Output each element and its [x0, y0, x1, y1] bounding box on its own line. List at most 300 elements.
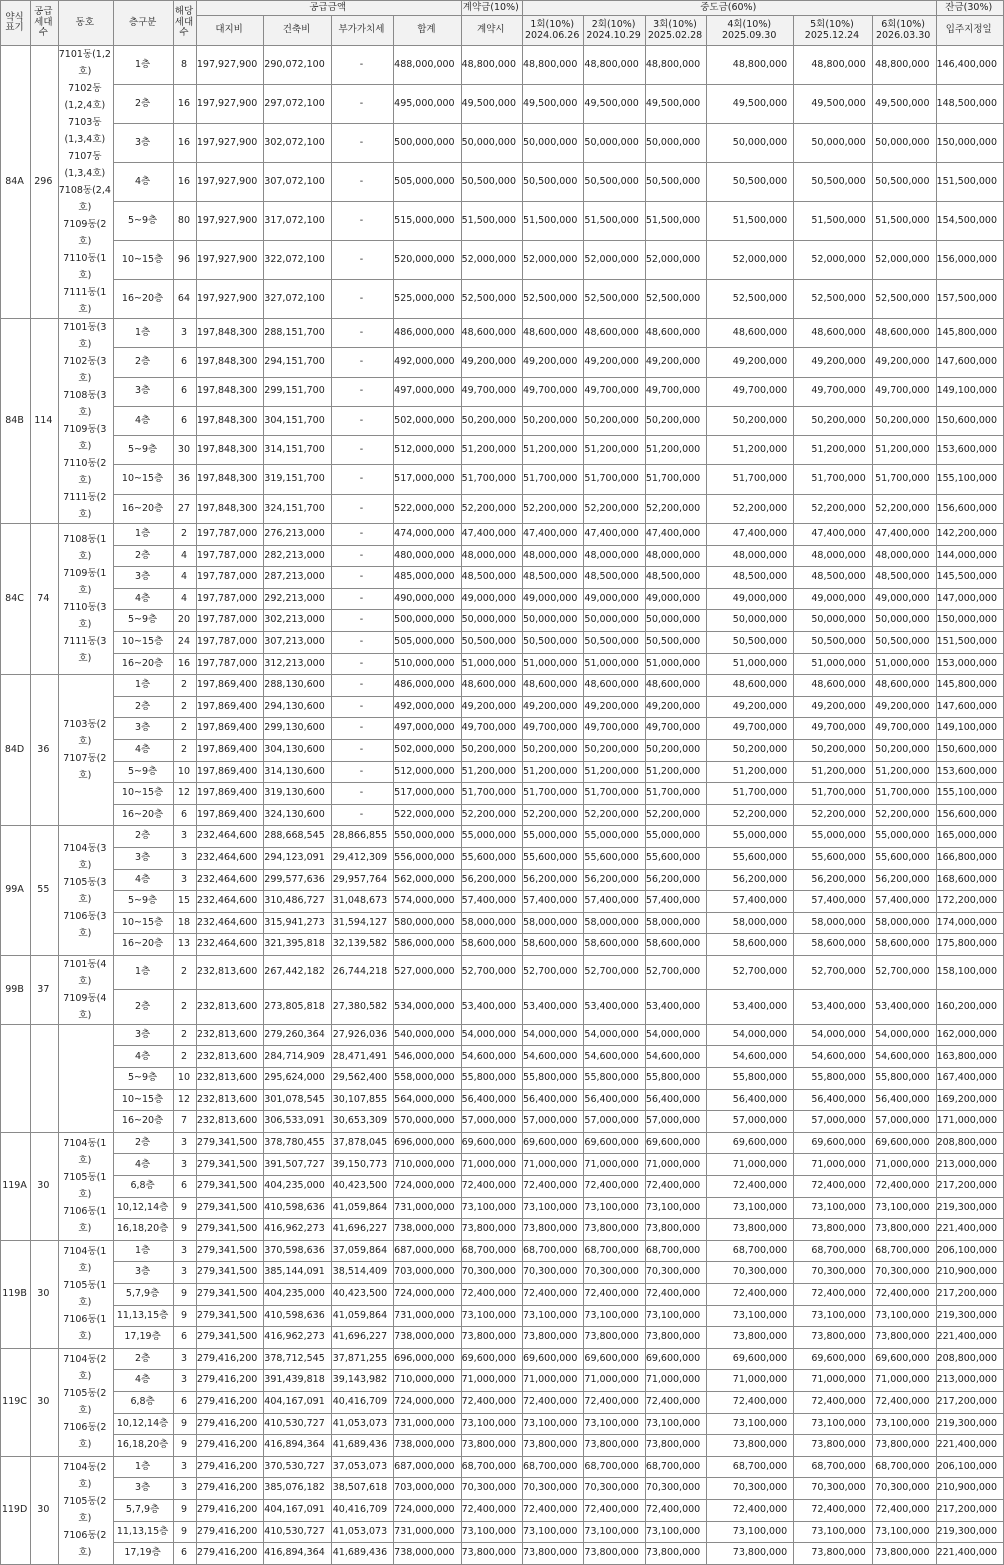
balance-cell: 165,000,000	[936, 826, 1004, 848]
installment-date: 2025.09.30	[722, 29, 777, 41]
count-cell: 2	[174, 675, 197, 697]
installment-5-cell: 73,100,000	[794, 1305, 873, 1327]
installment-4-cell: 73,800,000	[707, 1543, 794, 1565]
balance-cell: 206,100,000	[936, 1456, 1004, 1478]
table-row	[1, 1197, 1004, 1219]
table-row	[1, 955, 1004, 990]
deposit-cell: 55,000,000	[461, 826, 522, 848]
type-cell: 99B	[1, 955, 31, 1024]
land-cell: 197,848,300	[196, 406, 263, 435]
type-cell: 84A	[1, 46, 31, 319]
installment-6-cell: 48,800,000	[872, 46, 936, 85]
installment-4-cell: 56,200,000	[707, 869, 794, 891]
vat-cell: -	[331, 653, 393, 675]
total-cell: 492,000,000	[394, 696, 461, 718]
vat-cell: 30,653,309	[331, 1111, 393, 1133]
installment-6-cell: 51,700,000	[872, 783, 936, 805]
installment-6-cell: 56,200,000	[872, 869, 936, 891]
balance-cell: 221,400,000	[936, 1435, 1004, 1457]
installment-5-cell: 52,000,000	[794, 241, 873, 280]
installment-2-cell: 73,100,000	[584, 1521, 645, 1543]
total-cell: 696,000,000	[394, 1132, 461, 1154]
middle-payment-header: 중도금(60%)	[523, 1, 937, 16]
installment-2-cell: 54,600,000	[584, 1046, 645, 1068]
installment-2-cell: 48,000,000	[584, 545, 645, 567]
installment-5-cell: 55,000,000	[794, 826, 873, 848]
floor-cell: 5~9층	[114, 436, 174, 465]
count-cell: 2	[174, 739, 197, 761]
building-line: 7109동(1호)	[63, 568, 107, 597]
floor-cell: 3층	[114, 718, 174, 740]
installment-4-cell: 50,500,000	[707, 631, 794, 653]
installment-1-cell: 54,600,000	[523, 1046, 584, 1068]
total-cell: 500,000,000	[394, 124, 461, 163]
installment-3-cell: 49,500,000	[645, 85, 706, 124]
installment-6-cell: 72,400,000	[872, 1284, 936, 1306]
installment-6-cell: 73,800,000	[872, 1435, 936, 1457]
installment-6-cell: 48,000,000	[872, 545, 936, 567]
land-cell: 279,416,200	[196, 1499, 263, 1521]
count-cell: 6	[174, 1176, 197, 1198]
installment-1-cell: 51,700,000	[523, 783, 584, 805]
vat-cell: 41,059,864	[331, 1305, 393, 1327]
floor-cell: 16~20층	[114, 1111, 174, 1133]
land-cell: 279,341,500	[196, 1262, 263, 1284]
installment-3-cell: 52,000,000	[645, 241, 706, 280]
count-cell: 6	[174, 804, 197, 826]
vat-cell: 41,696,227	[331, 1219, 393, 1241]
balance-cell: 219,300,000	[936, 1521, 1004, 1543]
balance-cell: 156,600,000	[936, 804, 1004, 826]
balance-cell: 217,200,000	[936, 1284, 1004, 1306]
installment-2-cell: 50,000,000	[584, 124, 645, 163]
table-row	[1, 1219, 1004, 1241]
construction-cell: 321,395,818	[264, 934, 331, 956]
table-row	[1, 1370, 1004, 1392]
installment-1-cell: 51,200,000	[523, 436, 584, 465]
installment-label: 5회(10%)	[810, 19, 854, 31]
count-cell: 96	[174, 241, 197, 280]
total-cell: 540,000,000	[394, 1024, 461, 1046]
balance-cell: 219,300,000	[936, 1197, 1004, 1219]
units-cell: 30	[31, 1240, 59, 1348]
deposit-cell: 70,300,000	[461, 1262, 522, 1284]
count-cell: 2	[174, 696, 197, 718]
installment-4-header	[707, 16, 794, 46]
floor-cell: 16,18,20층	[114, 1219, 174, 1241]
installment-6-cell: 73,100,000	[872, 1521, 936, 1543]
installment-1-cell: 49,700,000	[523, 718, 584, 740]
installment-1-cell: 49,200,000	[523, 348, 584, 377]
installment-1-cell: 52,700,000	[523, 955, 584, 990]
total-cell: 474,000,000	[394, 524, 461, 546]
installment-3-cell: 73,800,000	[645, 1219, 706, 1241]
vat-cell: -	[331, 545, 393, 567]
vat-cell: 41,053,073	[331, 1521, 393, 1543]
vat-cell: -	[331, 631, 393, 653]
table-body	[1, 46, 1004, 1565]
floor-cell: 5,7,9층	[114, 1284, 174, 1306]
installment-5-cell: 70,300,000	[794, 1478, 873, 1500]
balance-cell: 144,000,000	[936, 545, 1004, 567]
building-cell	[58, 46, 114, 319]
balance-cell: 217,200,000	[936, 1391, 1004, 1413]
building-cell	[58, 1348, 114, 1456]
installment-2-cell: 73,800,000	[584, 1327, 645, 1349]
installment-1-cell: 58,600,000	[523, 934, 584, 956]
vat-cell: -	[331, 46, 393, 85]
installment-3-cell: 57,400,000	[645, 891, 706, 913]
vat-cell: -	[331, 718, 393, 740]
deposit-cell: 55,600,000	[461, 847, 522, 869]
installment-label: 4회(10%)	[727, 19, 772, 31]
installment-5-cell: 50,200,000	[794, 406, 873, 435]
deposit-cell: 50,500,000	[461, 163, 522, 202]
installment-1-cell: 48,600,000	[523, 675, 584, 697]
units-cell	[31, 1024, 59, 1132]
land-cell: 197,787,000	[196, 610, 263, 632]
total-cell: 696,000,000	[394, 1348, 461, 1370]
total-cell: 724,000,000	[394, 1284, 461, 1306]
count-cell: 9	[174, 1284, 197, 1306]
total-cell: 486,000,000	[394, 319, 461, 348]
count-cell: 3	[174, 1348, 197, 1370]
installment-2-cell: 73,100,000	[584, 1413, 645, 1435]
vat-cell: 30,107,855	[331, 1089, 393, 1111]
floor-cell: 2층	[114, 696, 174, 718]
installment-1-cell: 55,800,000	[523, 1068, 584, 1090]
count-cell: 3	[174, 1478, 197, 1500]
installment-5-cell: 50,000,000	[794, 610, 873, 632]
construction-cell: 314,151,700	[264, 436, 331, 465]
land-cell: 279,416,200	[196, 1435, 263, 1457]
installment-5-cell: 54,000,000	[794, 1024, 873, 1046]
deposit-cell: 68,700,000	[461, 1456, 522, 1478]
balance-cell: 147,600,000	[936, 348, 1004, 377]
floor-cell: 4층	[114, 1370, 174, 1392]
building-line: 7107동(1,3,4호)	[64, 151, 106, 179]
deposit-cell: 50,000,000	[461, 124, 522, 163]
installment-5-cell: 50,000,000	[794, 124, 873, 163]
table-row	[1, 1499, 1004, 1521]
installment-label: 2회(10%)	[591, 19, 636, 31]
construction-cell: 267,442,182	[264, 955, 331, 990]
land-cell: 279,416,200	[196, 1478, 263, 1500]
installment-1-cell: 68,700,000	[523, 1240, 584, 1262]
count-cell: 3	[174, 847, 197, 869]
installment-2-cell: 51,500,000	[584, 202, 645, 241]
vat-cell: 31,594,127	[331, 912, 393, 934]
installment-6-cell: 72,400,000	[872, 1176, 936, 1198]
construction-cell: 295,624,000	[264, 1068, 331, 1090]
table-row	[1, 847, 1004, 869]
installment-5-cell: 57,000,000	[794, 1111, 873, 1133]
vat-cell: 40,416,709	[331, 1391, 393, 1413]
type-header: 약식표기	[1, 1, 31, 46]
table-row	[1, 696, 1004, 718]
count-cell: 12	[174, 1089, 197, 1111]
installment-2-cell: 50,200,000	[584, 739, 645, 761]
count-cell: 7	[174, 1111, 197, 1133]
installment-6-cell: 47,400,000	[872, 524, 936, 546]
vat-cell: -	[331, 377, 393, 406]
total-cell: 738,000,000	[394, 1435, 461, 1457]
construction-cell: 301,078,545	[264, 1089, 331, 1111]
land-cell: 197,848,300	[196, 319, 263, 348]
installment-4-cell: 69,600,000	[707, 1132, 794, 1154]
floor-cell: 17,19층	[114, 1327, 174, 1349]
balance-cell: 146,400,000	[936, 46, 1004, 85]
deposit-cell: 51,200,000	[461, 436, 522, 465]
count-cell: 16	[174, 124, 197, 163]
vat-cell: 39,150,773	[331, 1154, 393, 1176]
land-cell: 279,416,200	[196, 1348, 263, 1370]
installment-2-cell: 51,200,000	[584, 436, 645, 465]
installment-3-cell: 50,000,000	[645, 610, 706, 632]
installment-4-cell: 57,400,000	[707, 891, 794, 913]
vat-cell: 37,059,864	[331, 1240, 393, 1262]
building-line: 7104동(2호)	[63, 1354, 107, 1383]
installment-5-cell: 51,500,000	[794, 202, 873, 241]
installment-5-cell: 68,700,000	[794, 1456, 873, 1478]
vat-cell: 32,139,582	[331, 934, 393, 956]
installment-1-cell: 49,200,000	[523, 696, 584, 718]
table-row	[1, 319, 1004, 348]
installment-4-cell: 58,600,000	[707, 934, 794, 956]
installment-2-cell: 73,100,000	[584, 1197, 645, 1219]
construction-cell: 317,072,100	[264, 202, 331, 241]
balance-cell: 155,100,000	[936, 465, 1004, 494]
installment-4-cell: 55,800,000	[707, 1068, 794, 1090]
installment-4-cell: 50,500,000	[707, 163, 794, 202]
deposit-cell: 51,200,000	[461, 761, 522, 783]
balance-cell: 210,900,000	[936, 1262, 1004, 1284]
building-line: 7109동(2호)	[63, 219, 107, 247]
deposit-cell: 73,100,000	[461, 1413, 522, 1435]
construction-cell: 324,151,700	[264, 494, 331, 523]
count-cell: 3	[174, 1456, 197, 1478]
installment-4-cell: 49,200,000	[707, 348, 794, 377]
installment-4-cell: 53,400,000	[707, 990, 794, 1025]
building-line: 7106동(2호)	[63, 1422, 107, 1451]
table-row	[1, 1284, 1004, 1306]
balance-cell: 210,900,000	[936, 1478, 1004, 1500]
installment-4-cell: 73,100,000	[707, 1305, 794, 1327]
land-cell: 197,869,400	[196, 761, 263, 783]
vat-cell: -	[331, 241, 393, 280]
deposit-cell: 50,500,000	[461, 631, 522, 653]
installment-1-cell: 58,000,000	[523, 912, 584, 934]
land-cell: 232,464,600	[196, 869, 263, 891]
installment-5-cell: 72,400,000	[794, 1499, 873, 1521]
count-cell: 16	[174, 85, 197, 124]
installment-label: 3회(10%)	[653, 19, 697, 31]
installment-5-cell: 55,600,000	[794, 847, 873, 869]
table-row	[1, 1262, 1004, 1284]
deposit-cell: 73,800,000	[461, 1219, 522, 1241]
units-cell: 296	[31, 46, 59, 319]
units-cell: 30	[31, 1348, 59, 1456]
construction-cell: 273,805,818	[264, 990, 331, 1025]
installment-6-cell: 49,500,000	[872, 85, 936, 124]
table-row	[1, 804, 1004, 826]
vat-cell: -	[331, 761, 393, 783]
installment-1-cell: 50,000,000	[523, 610, 584, 632]
type-cell: 84D	[1, 675, 31, 826]
balance-cell: 217,200,000	[936, 1176, 1004, 1198]
deposit-cell: 72,400,000	[461, 1176, 522, 1198]
deposit-cell: 48,500,000	[461, 567, 522, 589]
balance-cell: 148,500,000	[936, 85, 1004, 124]
land-cell: 279,341,500	[196, 1284, 263, 1306]
balance-cell: 154,500,000	[936, 202, 1004, 241]
installment-2-cell: 68,700,000	[584, 1456, 645, 1478]
balance-cell: 145,800,000	[936, 319, 1004, 348]
deposit-cell: 72,400,000	[461, 1284, 522, 1306]
floor-cell: 4층	[114, 1154, 174, 1176]
land-cell: 279,341,500	[196, 1197, 263, 1219]
installment-5-cell: 73,800,000	[794, 1543, 873, 1565]
installment-1-cell: 51,500,000	[523, 202, 584, 241]
installment-4-cell: 73,100,000	[707, 1521, 794, 1543]
construction-cell: 299,151,700	[264, 377, 331, 406]
installment-5-cell: 51,200,000	[794, 761, 873, 783]
building-header: 동호	[58, 1, 114, 46]
installment-4-cell: 52,200,000	[707, 494, 794, 523]
installment-5-header	[794, 16, 873, 46]
vat-cell: -	[331, 280, 393, 319]
table-row	[1, 85, 1004, 124]
vat-cell: 29,562,400	[331, 1068, 393, 1090]
total-cell: 703,000,000	[394, 1478, 461, 1500]
total-cell: 512,000,000	[394, 436, 461, 465]
installment-3-cell: 50,200,000	[645, 739, 706, 761]
installment-5-cell: 72,400,000	[794, 1284, 873, 1306]
building-line: 7104동(1호)	[63, 1138, 107, 1167]
installment-4-cell: 50,000,000	[707, 124, 794, 163]
deposit-cell: 51,700,000	[461, 783, 522, 805]
count-cell: 16	[174, 163, 197, 202]
building-line: 7111동(3호)	[63, 636, 107, 665]
installment-6-cell: 56,400,000	[872, 1089, 936, 1111]
building-line: 7101동(1,2호)	[58, 49, 111, 77]
construction-cell: 312,213,000	[264, 653, 331, 675]
vat-cell: 38,507,618	[331, 1478, 393, 1500]
table-row	[1, 1456, 1004, 1478]
deposit-cell: 56,400,000	[461, 1089, 522, 1111]
total-cell: 485,000,000	[394, 567, 461, 589]
installment-2-cell: 53,400,000	[584, 990, 645, 1025]
installment-6-cell: 54,000,000	[872, 1024, 936, 1046]
total-cell: 562,000,000	[394, 869, 461, 891]
land-cell: 197,848,300	[196, 494, 263, 523]
total-cell: 546,000,000	[394, 1046, 461, 1068]
construction-cell: 416,962,273	[264, 1327, 331, 1349]
installment-6-cell: 72,400,000	[872, 1391, 936, 1413]
installment-1-cell: 73,100,000	[523, 1305, 584, 1327]
balance-cell: 153,000,000	[936, 653, 1004, 675]
installment-6-cell: 49,200,000	[872, 348, 936, 377]
balance-cell: 156,000,000	[936, 241, 1004, 280]
table-row	[1, 1435, 1004, 1457]
building-line: 7104동(3호)	[63, 842, 107, 871]
floor-cell: 3층	[114, 847, 174, 869]
balance-cell: 206,100,000	[936, 1240, 1004, 1262]
land-cell: 232,464,600	[196, 912, 263, 934]
installment-5-cell: 71,000,000	[794, 1154, 873, 1176]
installment-4-cell: 68,700,000	[707, 1456, 794, 1478]
installment-1-cell: 73,800,000	[523, 1219, 584, 1241]
floor-cell: 5~9층	[114, 202, 174, 241]
table-row	[1, 377, 1004, 406]
deposit-cell: 51,500,000	[461, 202, 522, 241]
installment-3-cell: 48,500,000	[645, 567, 706, 589]
total-cell: 522,000,000	[394, 494, 461, 523]
table-row	[1, 202, 1004, 241]
installment-4-cell: 50,200,000	[707, 739, 794, 761]
balance-cell: 150,600,000	[936, 739, 1004, 761]
table-row	[1, 524, 1004, 546]
installment-2-cell: 73,800,000	[584, 1435, 645, 1457]
count-cell: 12	[174, 783, 197, 805]
deposit-cell: 73,800,000	[461, 1435, 522, 1457]
count-cell: 4	[174, 567, 197, 589]
installment-6-cell: 48,600,000	[872, 319, 936, 348]
construction-cell: 279,260,364	[264, 1024, 331, 1046]
installment-2-cell: 52,700,000	[584, 955, 645, 990]
table-row	[1, 124, 1004, 163]
installment-3-cell: 55,000,000	[645, 826, 706, 848]
land-cell: 197,848,300	[196, 436, 263, 465]
installment-4-cell: 72,400,000	[707, 1499, 794, 1521]
floor-header: 층구분	[114, 1, 174, 46]
installment-2-cell: 70,300,000	[584, 1262, 645, 1284]
installment-3-cell: 52,200,000	[645, 494, 706, 523]
installment-date: 2024.10.29	[586, 29, 641, 41]
total-cell: 505,000,000	[394, 631, 461, 653]
installment-6-cell: 68,700,000	[872, 1456, 936, 1478]
installment-3-cell: 48,000,000	[645, 545, 706, 567]
installment-1-cell: 48,800,000	[523, 46, 584, 85]
count-cell: 80	[174, 202, 197, 241]
total-cell: 574,000,000	[394, 891, 461, 913]
construction-cell: 315,941,273	[264, 912, 331, 934]
installment-3-cell: 72,400,000	[645, 1176, 706, 1198]
construction-cell: 416,894,364	[264, 1543, 331, 1565]
table-row	[1, 1521, 1004, 1543]
installment-1-cell: 57,400,000	[523, 891, 584, 913]
table-row	[1, 1111, 1004, 1133]
installment-5-cell: 51,700,000	[794, 783, 873, 805]
deposit-cell: 51,700,000	[461, 465, 522, 494]
total-cell: 738,000,000	[394, 1543, 461, 1565]
land-cell: 279,416,200	[196, 1456, 263, 1478]
deposit-cell: 57,400,000	[461, 891, 522, 913]
vat-cell: 37,053,073	[331, 1456, 393, 1478]
construction-cell: 288,668,545	[264, 826, 331, 848]
installment-3-cell: 47,400,000	[645, 524, 706, 546]
floor-cell: 5~9층	[114, 891, 174, 913]
total-cell: 517,000,000	[394, 465, 461, 494]
land-header: 대지비	[196, 16, 263, 46]
floor-cell: 5~9층	[114, 610, 174, 632]
land-cell: 232,464,600	[196, 934, 263, 956]
units-cell: 74	[31, 524, 59, 675]
installment-5-cell: 52,200,000	[794, 804, 873, 826]
floor-cell: 3층	[114, 1262, 174, 1284]
total-cell: 497,000,000	[394, 377, 461, 406]
installment-3-cell: 56,200,000	[645, 869, 706, 891]
